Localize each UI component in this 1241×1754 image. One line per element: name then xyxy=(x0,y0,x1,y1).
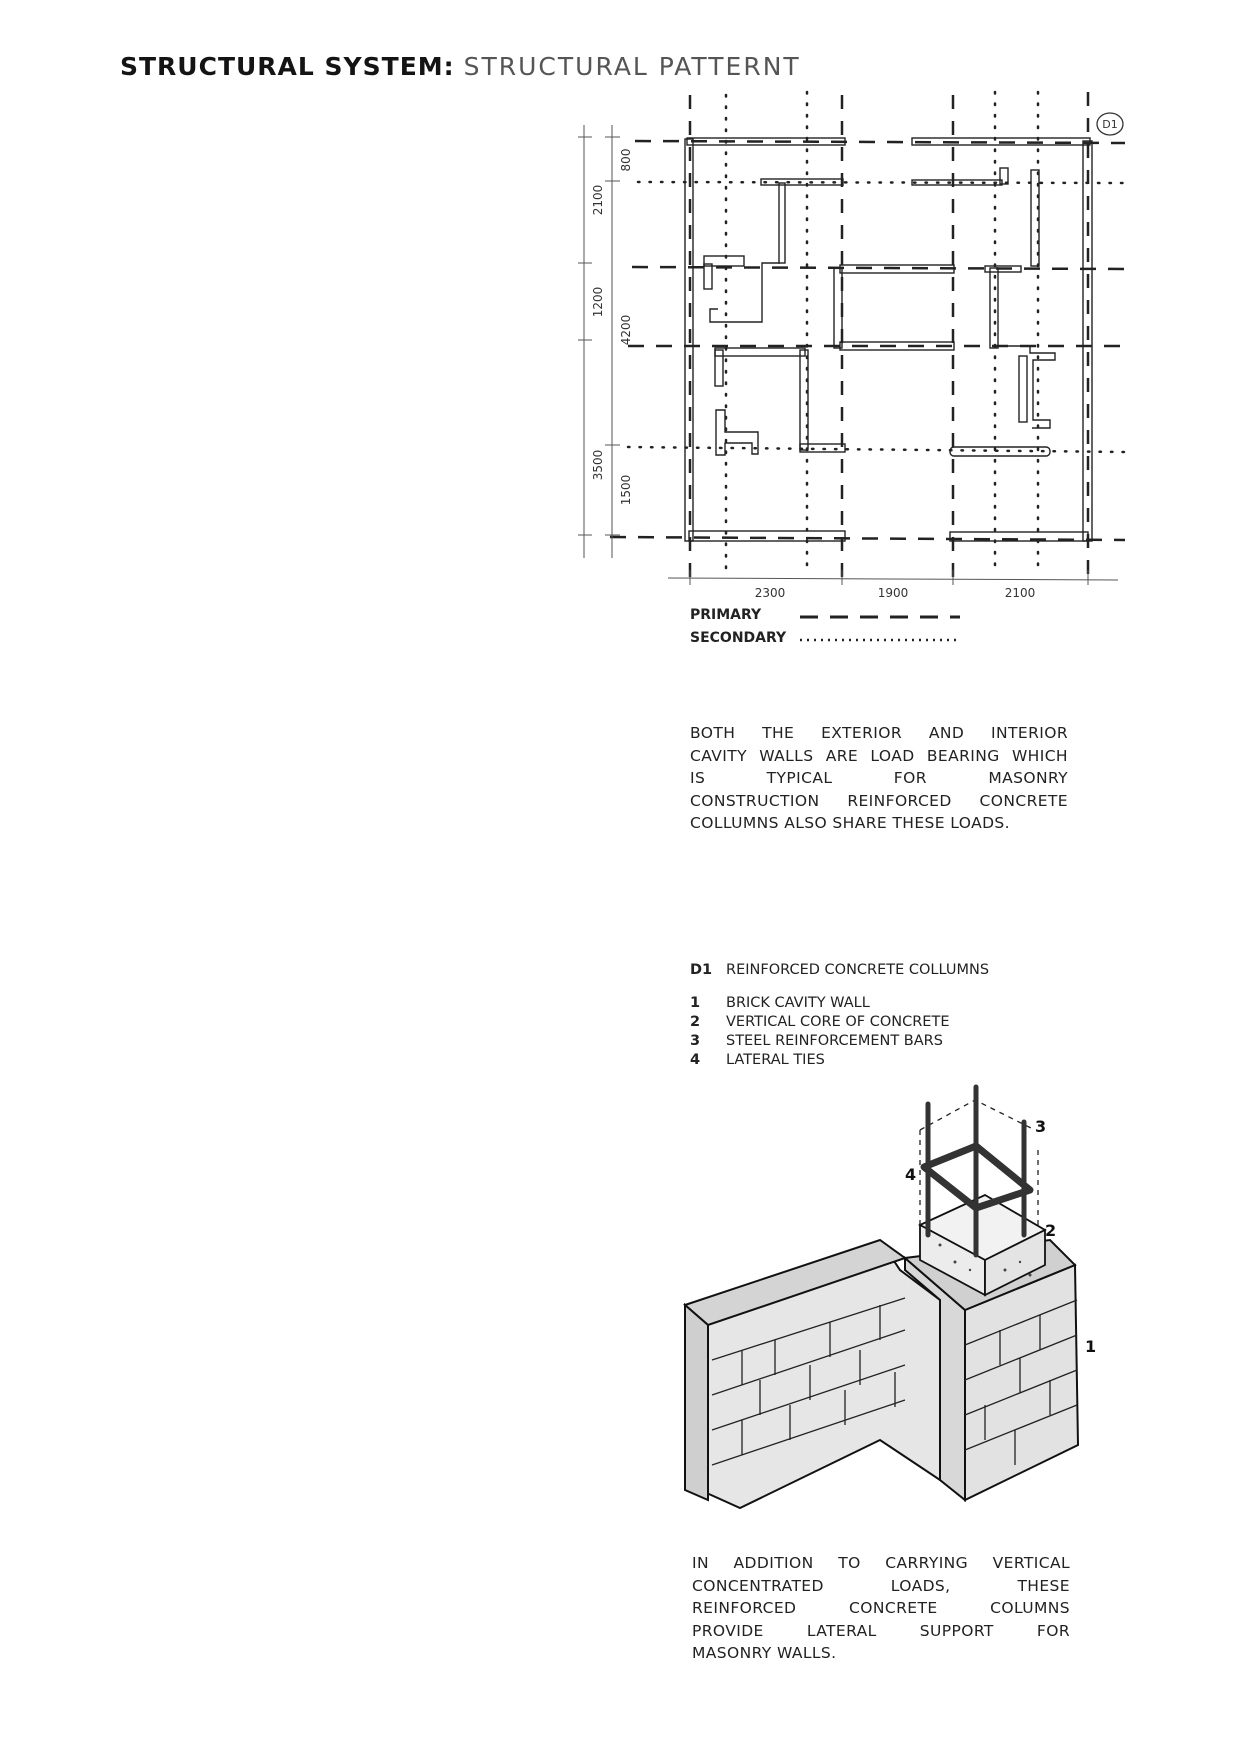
desc2-line: IN ADDITION TO CARRYING VERTICAL xyxy=(692,1554,1070,1572)
desc1-line: CONSTRUCTION REINFORCED CONCRETE xyxy=(690,791,1068,810)
dim-2100-h: 2100 xyxy=(1004,586,1036,600)
dim-3500: 3500 xyxy=(591,449,605,481)
desc2-line: REINFORCED CONCRETE COLUMNS xyxy=(692,1599,1070,1617)
description-load-bearing xyxy=(690,722,1068,835)
legend-key: D1 xyxy=(690,961,713,978)
dim-1500: 1500 xyxy=(619,474,633,506)
callout-2: 2 xyxy=(1045,1221,1057,1240)
primary-horizontal-lines xyxy=(610,141,1125,540)
svg-text:D1: D1 xyxy=(1102,118,1118,131)
isometric-column-drawing xyxy=(685,1087,1096,1508)
callout-1: 1 xyxy=(1085,1337,1097,1356)
dim-1900: 1900 xyxy=(877,586,909,600)
dimension-lines xyxy=(578,125,1118,585)
dim-4200: 4200 xyxy=(619,314,633,346)
plan-line-legend xyxy=(800,617,960,640)
dim-2300: 2300 xyxy=(754,586,786,600)
desc1-line: IS TYPICAL FOR MASONRY xyxy=(690,769,1068,787)
legend-item: 1 BRICK CAVITY WALL xyxy=(690,994,870,1011)
desc2-line: CONCENTRATED LOADS, THESE xyxy=(692,1576,1070,1595)
component-legend xyxy=(690,960,989,1069)
column-tag-d1 xyxy=(1097,113,1123,135)
title-bold: STRUCTURAL SYSTEM: xyxy=(120,52,455,81)
legend-item: 3 STEEL REINFORCEMENT BARS xyxy=(690,1032,943,1049)
walls xyxy=(685,138,1092,541)
secondary-horizontal-lines xyxy=(628,182,1125,452)
callout-4: 4 xyxy=(905,1165,917,1184)
description-lateral-support xyxy=(692,1552,1070,1665)
legend-header-row xyxy=(690,960,989,979)
title-light: STRUCTURAL PATTERNT xyxy=(463,52,801,81)
primary-vertical-lines xyxy=(690,92,1088,580)
dim-1200: 1200 xyxy=(591,286,605,318)
desc2-line: PROVIDE LATERAL SUPPORT FOR xyxy=(692,1621,1070,1640)
legend-secondary-label: SECONDARY xyxy=(690,630,787,646)
callout-3: 3 xyxy=(1035,1117,1047,1136)
legend-label: REINFORCED CONCRETE COLLUMNS xyxy=(726,961,990,978)
dim-800: 800 xyxy=(619,148,633,172)
legend-item: 2 VERTICAL CORE OF CONCRETE xyxy=(690,1013,950,1030)
desc1-line: COLLUMNS ALSO SHARE THESE LOADS. xyxy=(690,814,1010,832)
legend-primary-label: PRIMARY xyxy=(690,607,762,623)
desc2-line: MASONRY WALLS. xyxy=(692,1644,837,1662)
desc1-line: CAVITY WALLS ARE LOAD BEARING WHICH xyxy=(690,746,1068,765)
secondary-vertical-lines xyxy=(726,92,1038,575)
dim-2100: 2100 xyxy=(591,184,605,216)
legend-item: 4 LATERAL TIES xyxy=(690,1051,825,1068)
desc1-line: BOTH THE EXTERIOR AND INTERIOR xyxy=(690,724,1068,742)
